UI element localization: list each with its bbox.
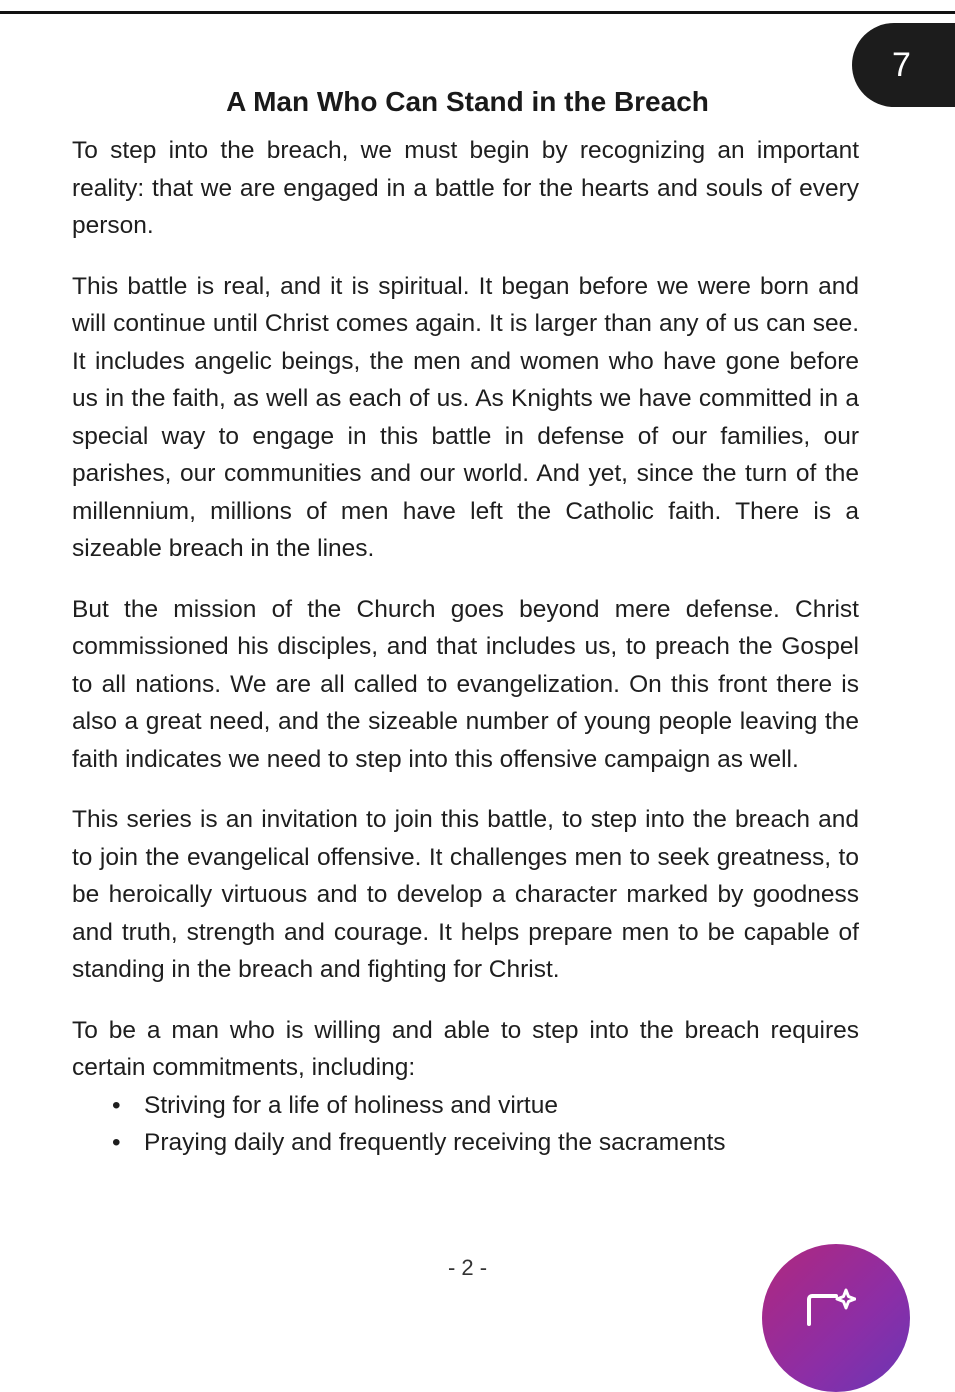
page-number-badge: 7 [852, 23, 955, 107]
paragraph: This series is an invitation to join this battle, to step into the breach and to join the evangelical offensive. It challenges men to seek greatness, to be heroically virtuous and to develop a character marked by goodness and truth, strength and courage. It helps prepare men to be capable of standing in the breach and fighting for Christ. [72, 806, 859, 983]
paragraph: To step into the breach, we must begin by recognizing an important reality: that we are engaged in a battle for the hearts and souls of every person. [72, 137, 859, 239]
document-body [72, 132, 859, 1162]
list-item [72, 1124, 859, 1162]
list-item-text: Praying daily and frequently receiving the sacraments [144, 1129, 726, 1156]
page-footer-number: - 2 - [447, 1255, 488, 1280]
bullet-icon: • [112, 1129, 121, 1156]
commitments-list [72, 1087, 859, 1162]
list-item [72, 1087, 859, 1125]
bullet-icon: • [112, 1091, 121, 1119]
top-divider [0, 11, 955, 14]
paragraph: This battle is real, and it is spiritual. It began before we were born and will continue until Christ comes again. It is larger than any of us can see. It includes angelic beings, the men and women who have gone before us in the faith, as well as each of us. As Knights we have committed in a special way to engage in this battle in defense of our families, our parishes, our communities and our world. And yet, since the turn of the millennium, millions of men have left the Catholic faith. There is a sizeable breach in the lines. [72, 272, 859, 562]
ai-edit-button[interactable] [762, 1244, 910, 1392]
paragraph: To be a man who is willing and able to step into the breach requires certain commitments, including: [72, 1016, 859, 1081]
magic-edit-icon [806, 1288, 856, 1328]
paragraph: But the mission of the Church goes beyond mere defense. Christ commissioned his disciples, and that includes us, to preach the Gospel to all nations. We are all called to evangelization. On this front there is also a great need, and the sizeable number of young people leaving the faith indicates we need to step into this offensive campaign as well. [72, 595, 859, 773]
document-title: A Man Who Can Stand in the Breach [226, 86, 709, 117]
list-item-text: Striving for a life of holiness and virtue [144, 1091, 558, 1119]
